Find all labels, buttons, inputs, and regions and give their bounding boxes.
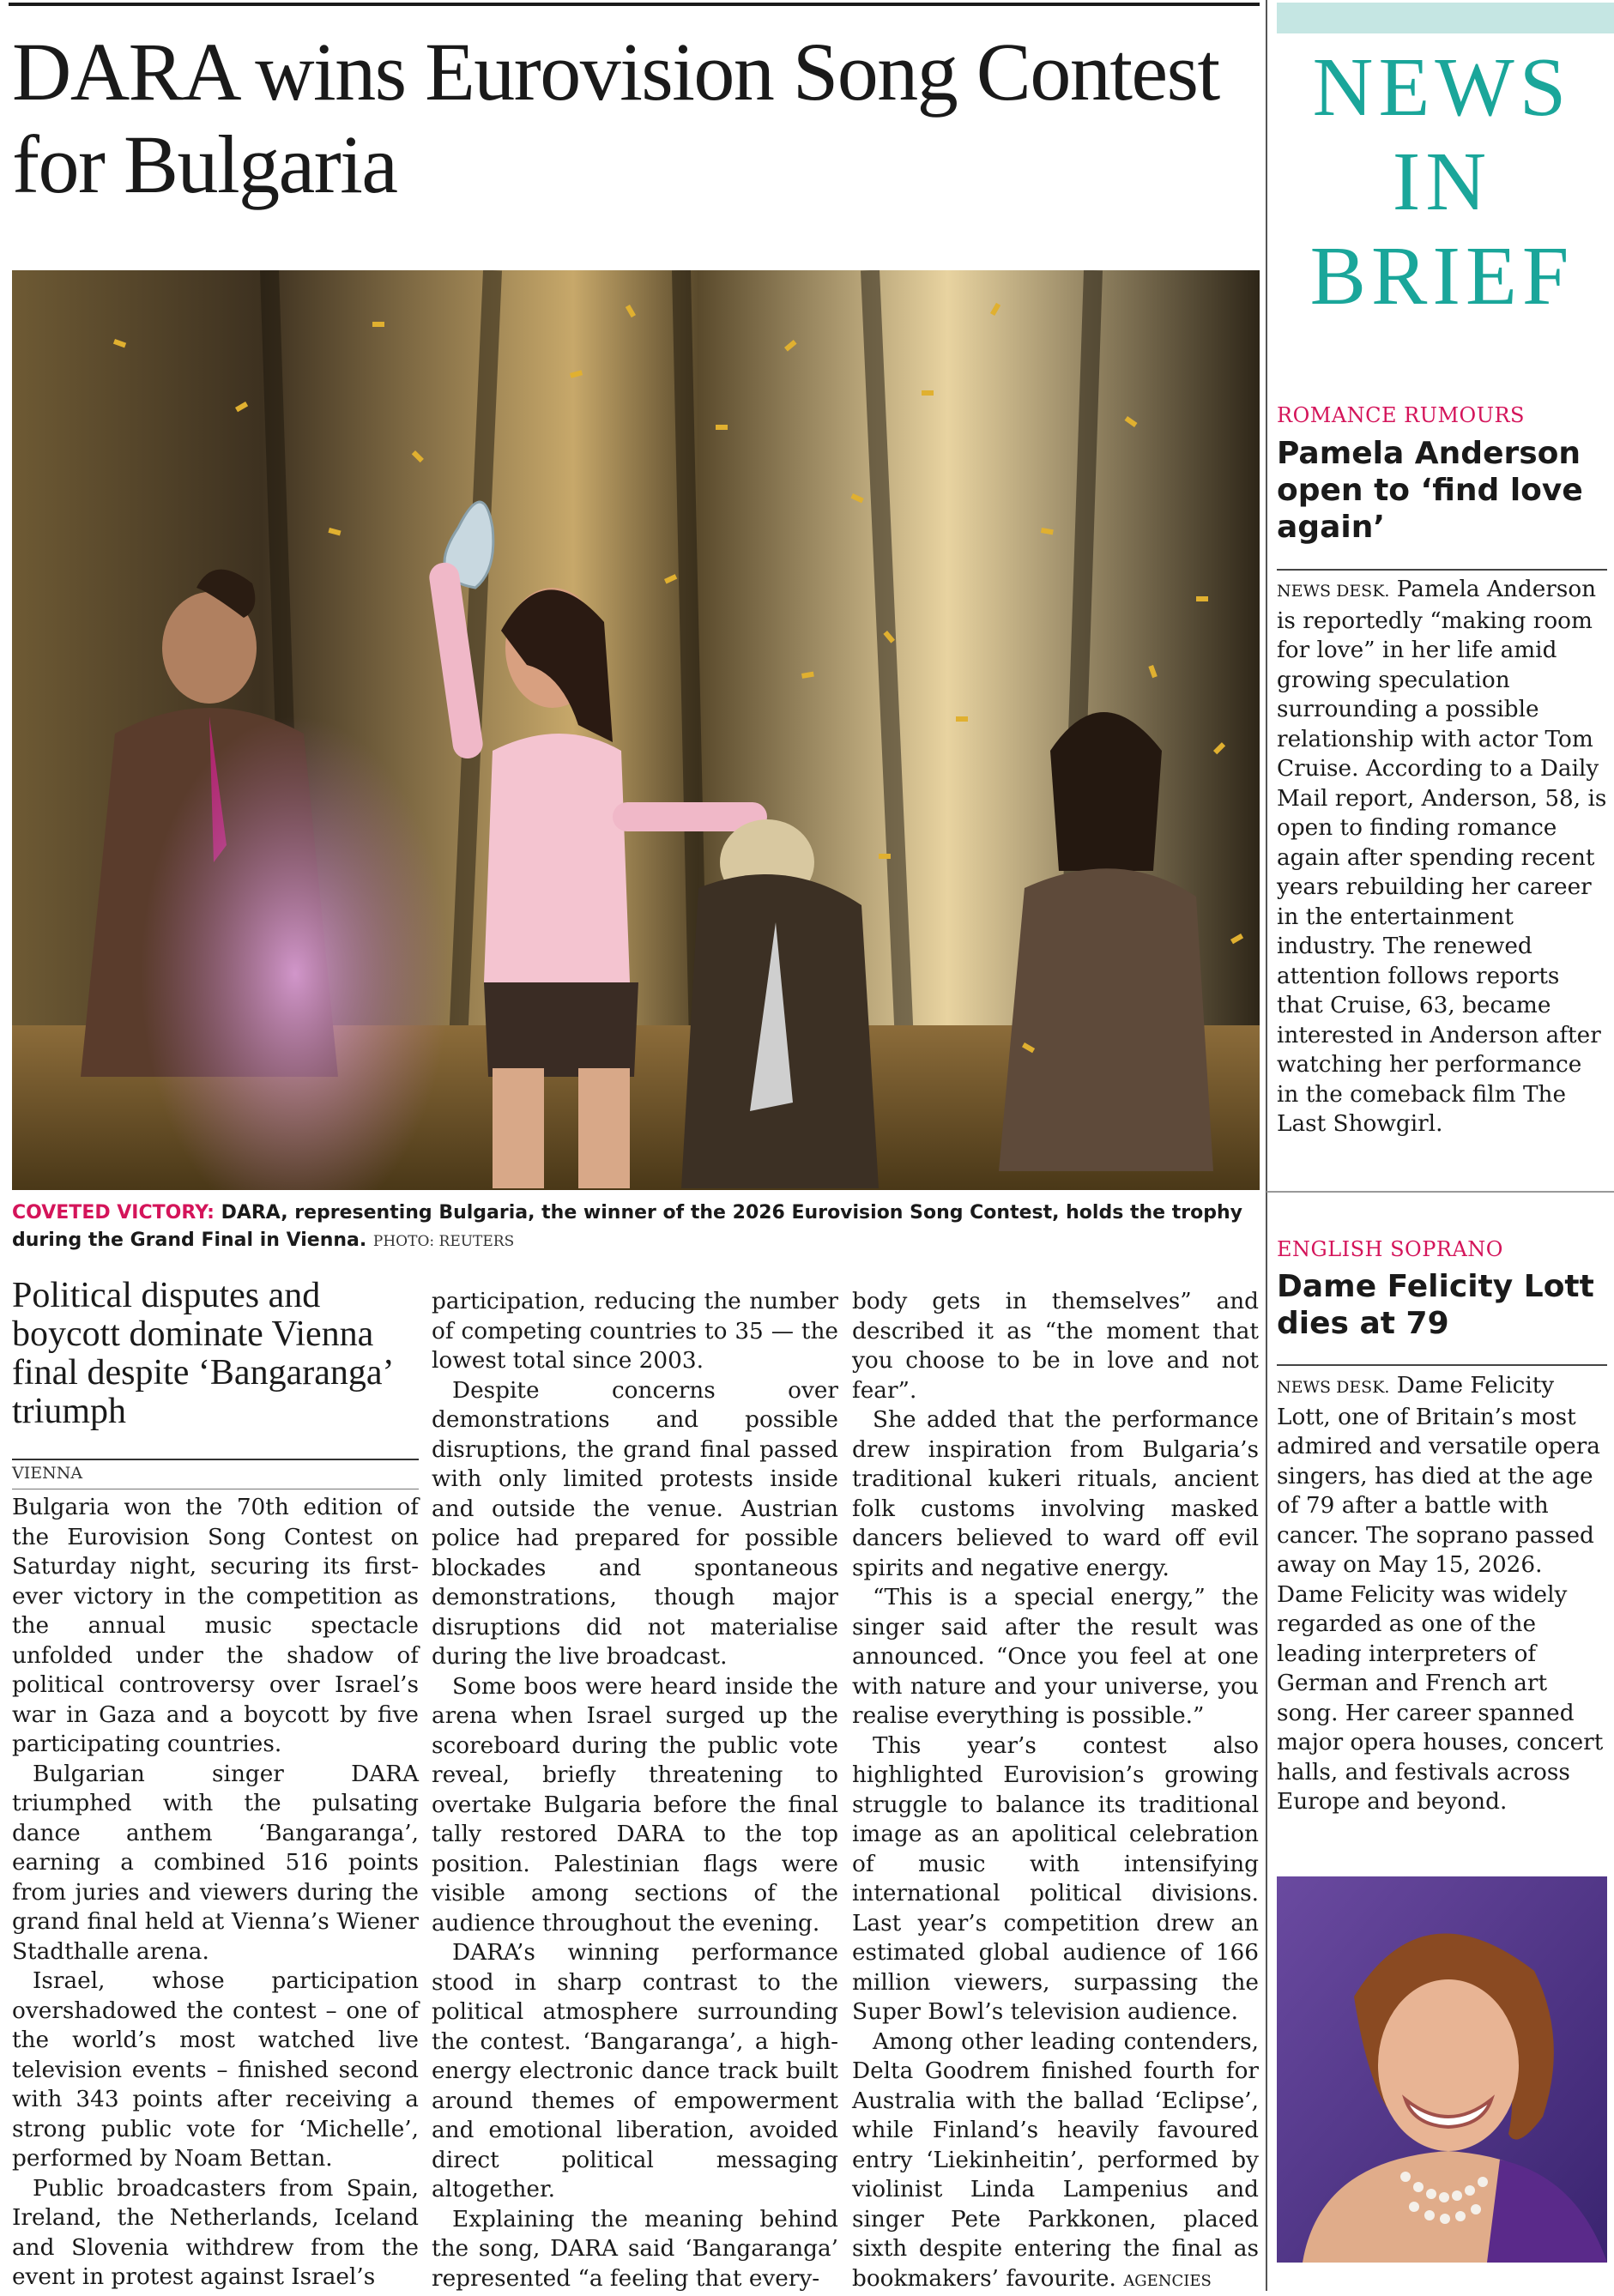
article-column-2 — [432, 1287, 838, 2293]
dateline: VIENNA — [12, 1464, 82, 1483]
brief-body — [1277, 1371, 1607, 1817]
sidebar-band — [1277, 3, 1614, 33]
dateline-rule — [12, 1459, 419, 1460]
paragraph: Israel, whose participation overshadowed the contest – one of the world’s most watched live television events – finished second with 343 points after receiving a strong public vote for ‘Michelle’, performed by Noam Bettan. — [12, 1967, 419, 2174]
article-column-1 — [12, 1493, 419, 2293]
paragraph: Explaining the meaning behind the song, DARA said ‘Bangaranga’ represented “a feeling that every- — [432, 2205, 838, 2294]
brief-headline: Dame Felicity Lott dies at 79 — [1277, 1268, 1607, 1342]
photo-credit: PHOTO: REUTERS — [373, 1233, 514, 1250]
news-desk-label: NEWS DESK. — [1277, 582, 1389, 601]
brief-rule — [1277, 1364, 1607, 1366]
brief-body — [1277, 575, 1607, 1139]
brief-text: Dame Felicity Lott, one of Britain’s most admired and versatile opera singers, has died at the age of 79 after a battle with cancer. The soprano passed away on May 15, 2026. Dame Felicity was widely regarded as one of the leading interpreters of German and French art song. Her career spanned major opera houses, concert halls, and festivals across Europe and beyond. — [1277, 1373, 1603, 1815]
headline: DARA wins Eurovision Song Contest for Bulgaria — [12, 26, 1256, 210]
paragraph: This year’s contest also highlighted Eurovision’s growing struggle to balance its traditional image as an apolitical celebration of music with intensifying international political divisions. Last year’s competition drew an estimated global audience of 166 million viewers, surpassing the Super Bowl’s television audience. — [852, 1731, 1259, 2027]
photo-caption — [12, 1199, 1256, 1254]
sidebar-title — [1277, 41, 1607, 323]
paragraph: Bulgaria won the 70th edition of the Eurovision Song Contest on Saturday night, securing its first-ever victory in the competition as the annual music spectacle unfolded under the shadow of political controversy over Israel’s war in Gaza and a boycott by five participating countries. — [12, 1493, 419, 1760]
main-photo — [12, 270, 1260, 1190]
paragraph: Despite concerns over demonstrations and possible disruptions, the grand final passed with only limited protests inside and outside the venue. Austrian police had prepared for possible blockades and spontaneous demonstrations, though major disruptions did not materialise during the live broadcast. — [432, 1376, 838, 1672]
signoff: AGENCIES — [1123, 2272, 1212, 2290]
paragraph-last — [852, 2027, 1259, 2296]
article-deck: Political disputes and boycott dominate Vienna final despite ‘Bangaranga’ triumph — [12, 1277, 419, 1431]
caption-text: DARA, representing Bulgaria, the winner of the 2026 Eurovision Song Contest, holds the trophy during the Grand Final in Vienna. — [12, 1202, 1242, 1251]
brief-kicker: ROMANCE RUMOURS — [1277, 403, 1525, 427]
paragraph: Bulgarian singer DARA triumphed with the pulsating dance anthem ‘Bangaranga’, earning a combined 516 points from juries and viewers during the grand final held at Vienna’s Wiener Stadthalle arena. — [12, 1760, 419, 1967]
article-column-3 — [852, 1287, 1259, 2296]
caption-kicker: COVETED VICTORY: — [12, 1202, 215, 1224]
paragraph: Some boos were heard inside the arena when Israel surged up the scoreboard during the public vote reveal, briefly threatening to overtake Bulgaria before the final tally restored DARA to the top position. Palestinian flags were visible among sections of the audience throughout the evening. — [432, 1672, 838, 1939]
sidebar-title-line: IN — [1277, 136, 1607, 230]
brief-kicker: ENGLISH SOPRANO — [1277, 1237, 1503, 1261]
paragraph-text: Among other leading contenders, Delta Goodrem finished fourth for Australia with the ballad ‘Eclipse’, while Finland’s heavily favoured entry ‘Liekinheitin’, performed by violinist Linda Lampenius and singer Pete Parkkonen, placed sixth despite entering the final as bookmakers’ favourite. — [852, 2029, 1259, 2292]
paragraph: She added that the performance drew inspiration from Bulgaria’s traditional kukeri rituals, ancient folk customs involving masked dancers believed to ward off evil spirits and negative energy. — [852, 1405, 1259, 1583]
paragraph: “This is a special energy,” the singer said after the result was announced. “Once you feel at one with nature and your universe, you realise everything is possible.” — [852, 1583, 1259, 1731]
top-rule — [9, 3, 1260, 6]
paragraph: DARA’s winning performance stood in sharp contrast to the political atmosphere surrounding the contest. ‘Bangaranga’, a high-energy electronic dance track built around themes of empowerment and emotional liberation, avoided direct political messaging altogether. — [432, 1938, 838, 2205]
sidebar-title-line: BRIEF — [1277, 230, 1607, 324]
news-desk-label: NEWS DESK. — [1277, 1378, 1389, 1397]
brief-rule — [1277, 569, 1607, 571]
paragraph: Public broadcasters from Spain, Ireland, the Netherlands, Iceland and Slovenia withdrew from the event in protest against Israel’s — [12, 2174, 419, 2293]
sidebar-divider — [1266, 1191, 1614, 1193]
paragraph: body gets in themselves” and described it as “the moment that you choose to be in love and not fear”. — [852, 1287, 1259, 1405]
sidebar-title-line: NEWS — [1277, 41, 1607, 136]
brief-headline: Pamela Anderson open to ‘find love again’ — [1277, 435, 1607, 547]
brief-text: Pamela Anderson is reportedly “making room for love” in her life amid growing speculation surrounding a possible relationship with actor Tom Cruise. According to a Daily Mail report, Anderson, 58, is open to finding romance again after spending recent years rebuilding her career in the entertainment industry. The renewed attention follows reports that Cruise, 63, became interested in Anderson after watching her performance in the comeback film The Last Showgirl. — [1277, 577, 1606, 1137]
column-divider — [1266, 0, 1267, 2291]
felicity-lott-photo — [1277, 1876, 1607, 2263]
paragraph: participation, reducing the number of competing countries to 35 — the lowest total since 2003. — [432, 1287, 838, 1376]
